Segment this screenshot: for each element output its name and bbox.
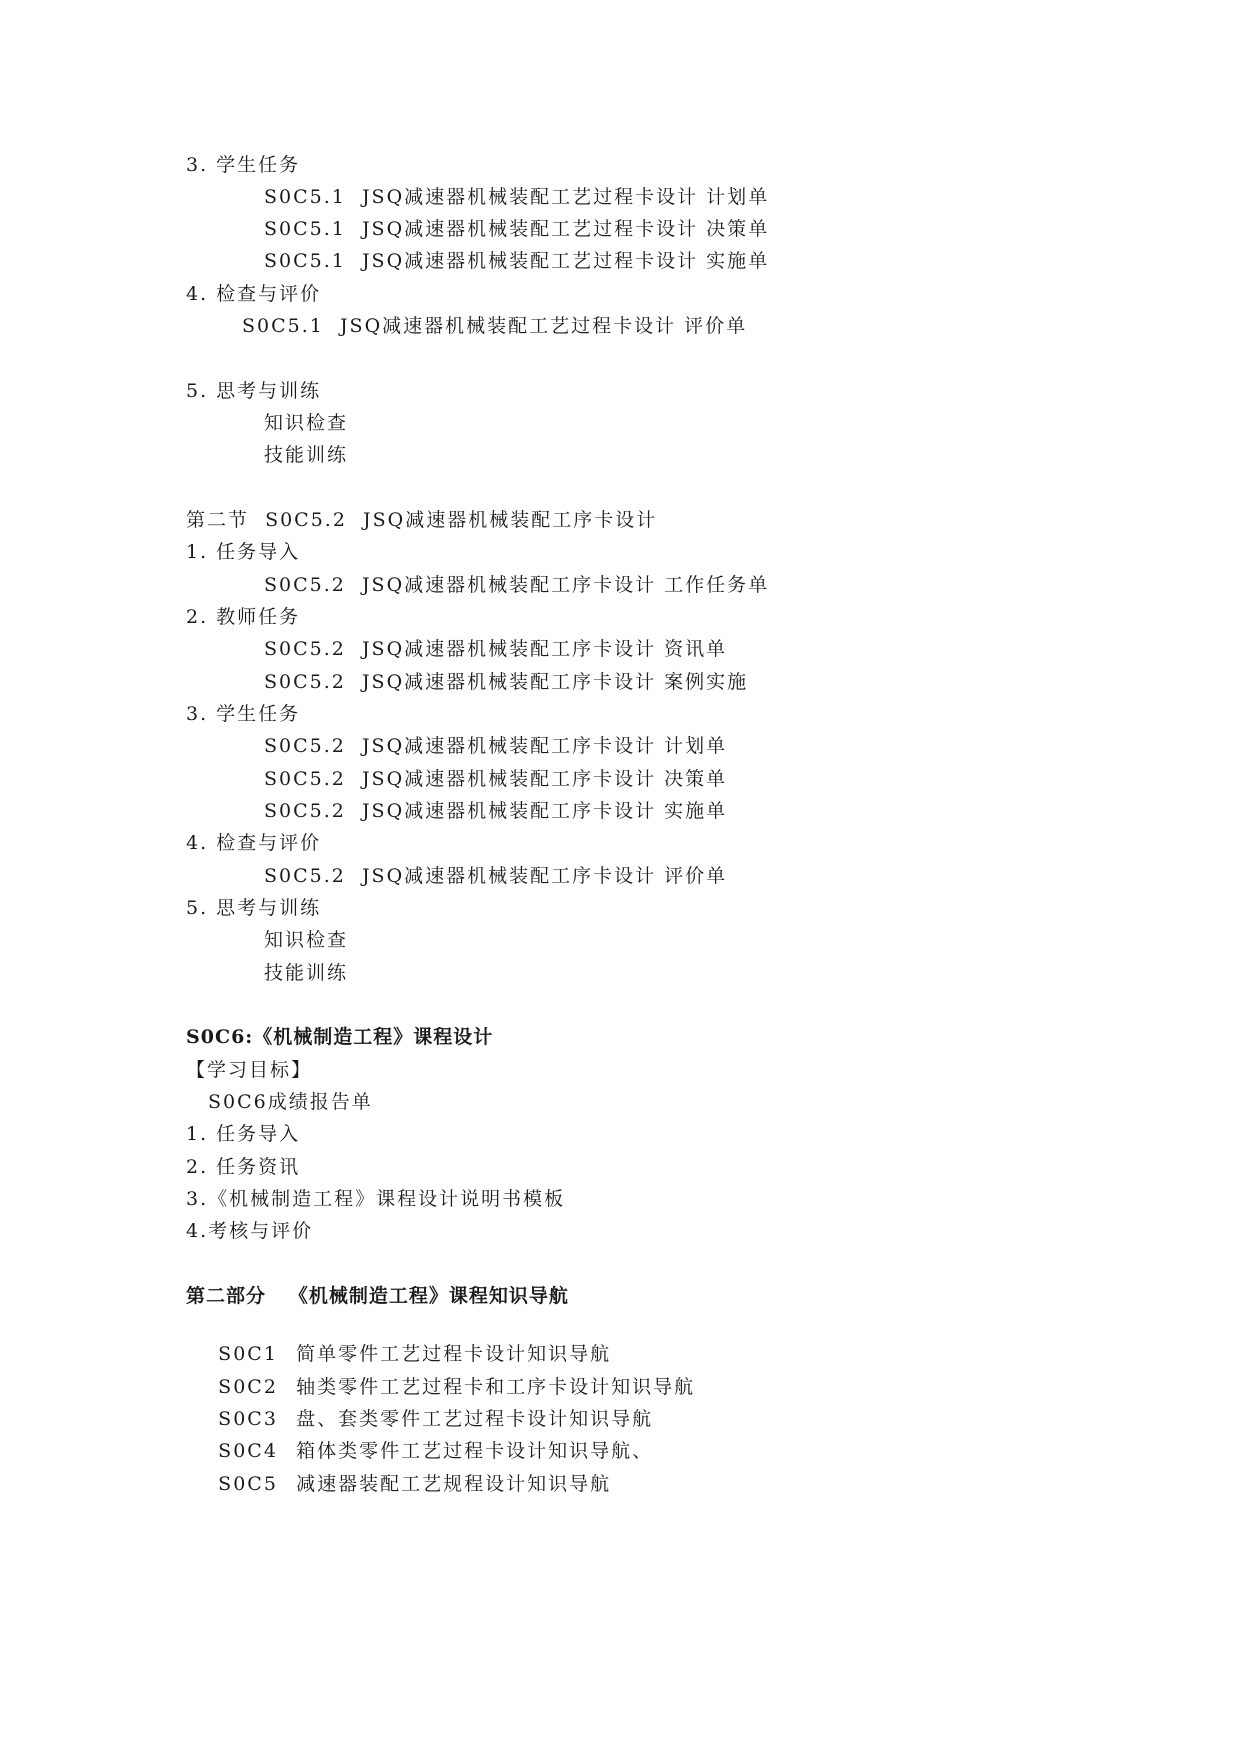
list-item: 1. 任务导入 xyxy=(186,1123,301,1145)
list-item: S0C5.2 JSQ减速器机械装配工序卡设计 案例实施 xyxy=(264,671,749,693)
list-item: 知识检查 xyxy=(264,929,349,951)
list-item: S0C5.2 JSQ减速器机械装配工序卡设计 资讯单 xyxy=(264,638,728,660)
nav-entry-code: S0C1 xyxy=(218,1343,278,1365)
nav-entry-code: S0C2 xyxy=(218,1376,278,1398)
nav-entry-code: S0C4 xyxy=(218,1440,278,1462)
section-title: 第二节 S0C5.2 JSQ减速器机械装配工序卡设计 xyxy=(186,509,658,531)
list-item: 3.《机械制造工程》课程设计说明书模板 xyxy=(186,1188,566,1210)
list-item: S0C5.1 JSQ减速器机械装配工艺过程卡设计 决策单 xyxy=(264,218,770,240)
nav-entry-text: 盘、套类零件工艺过程卡设计知识导航 xyxy=(296,1408,654,1430)
list-item: S0C5.1 JSQ减速器机械装配工艺过程卡设计 计划单 xyxy=(264,186,770,208)
intro-heading: 1. 任务导入 xyxy=(186,541,301,563)
nav-entry-text: 减速器装配工艺规程设计知识导航 xyxy=(296,1473,612,1495)
list-item: 2. 任务资讯 xyxy=(186,1156,301,1178)
nav-entry xyxy=(186,1445,611,1523)
part-two-title: 第二部分 《机械制造工程》课程知识导航 xyxy=(186,1285,569,1307)
list-item: S0C5.2 JSQ减速器机械装配工序卡设计 评价单 xyxy=(264,865,728,887)
think-heading: 5. 思考与训练 xyxy=(186,380,322,402)
nav-entry-text: 箱体类零件工艺过程卡设计知识导航、 xyxy=(296,1440,654,1462)
check-heading: 4. 检查与评价 xyxy=(186,283,322,305)
list-item: S0C5.2 JSQ减速器机械装配工序卡设计 计划单 xyxy=(264,735,728,757)
teacher-heading: 2. 教师任务 xyxy=(186,606,301,628)
list-item: S0C5.2 JSQ减速器机械装配工序卡设计 决策单 xyxy=(264,768,728,790)
list-item: 4.考核与评价 xyxy=(186,1220,314,1242)
think-heading: 5. 思考与训练 xyxy=(186,897,322,919)
nav-entry-text: 轴类零件工艺过程卡和工序卡设计知识导航 xyxy=(296,1376,696,1398)
student-tasks-heading: 3. 学生任务 xyxy=(186,154,301,176)
list-item: 知识检查 xyxy=(264,412,349,434)
list-item: S0C5.1 JSQ减速器机械装配工艺过程卡设计 评价单 xyxy=(242,315,748,337)
list-item: 技能训练 xyxy=(264,962,349,984)
goal-item: S0C6成绩报告单 xyxy=(208,1091,373,1113)
nav-entry-text: 简单零件工艺过程卡设计知识导航 xyxy=(296,1343,612,1365)
student-heading: 3. 学生任务 xyxy=(186,703,301,725)
goal-heading: 【学习目标】 xyxy=(186,1059,313,1081)
list-item: S0C5.1 JSQ减速器机械装配工艺过程卡设计 实施单 xyxy=(264,250,770,272)
nav-entry-code: S0C3 xyxy=(218,1408,278,1430)
list-item: S0C5.2 JSQ减速器机械装配工序卡设计 工作任务单 xyxy=(264,574,770,596)
list-item: S0C5.2 JSQ减速器机械装配工序卡设计 实施单 xyxy=(264,800,728,822)
check-heading: 4. 检查与评价 xyxy=(186,832,322,854)
list-item: 技能训练 xyxy=(264,444,349,466)
soc6-title: S0C6:《机械制造工程》课程设计 xyxy=(186,1026,494,1048)
nav-entry-code: S0C5 xyxy=(218,1473,278,1495)
